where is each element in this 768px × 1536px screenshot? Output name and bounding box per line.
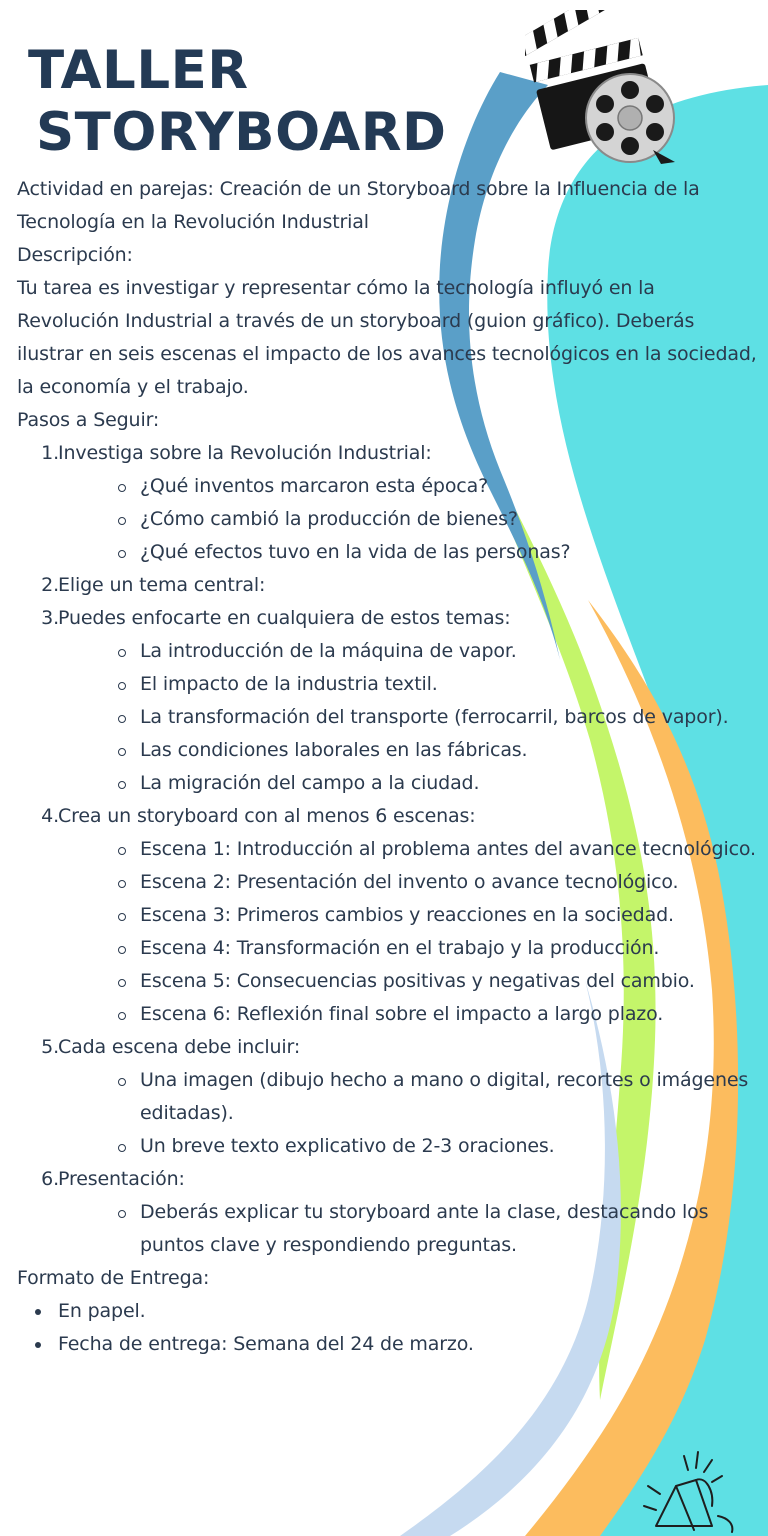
list-item: ¿Cómo cambió la producción de bienes?	[58, 503, 762, 536]
step-number: 1.	[41, 442, 59, 464]
step-item	[17, 1031, 762, 1163]
step-item	[17, 1163, 762, 1262]
step-number: 6.	[41, 1168, 59, 1190]
activity-heading: Actividad en parejas: Creación de un Storyboard sobre la Influencia de la Tecnología en la Revolución Industrial	[17, 178, 700, 233]
list-item: Escena 6: Reflexión final sobre el impacto a largo plazo.	[58, 998, 762, 1031]
list-item: Escena 3: Primeros cambios y reacciones en la sociedad.	[58, 899, 762, 932]
step-text: Puedes enfocarte en cualquiera de estos temas:	[58, 607, 511, 629]
document-body	[17, 173, 762, 1361]
step-subitems	[58, 635, 762, 800]
list-item: La transformación del transporte (ferrocarril, barcos de vapor).	[58, 701, 762, 734]
step-subitems	[58, 833, 762, 1031]
step-text: Investiga sobre la Revolución Industrial:	[58, 442, 432, 464]
title-line-1: TALLER	[28, 40, 249, 101]
steps-heading: Pasos a Seguir:	[17, 409, 160, 431]
step-number: 3.	[41, 607, 59, 629]
step-item	[17, 569, 762, 602]
list-item: Escena 2: Presentación del invento o avance tecnológico.	[58, 866, 762, 899]
list-item: ¿Qué inventos marcaron esta época?	[58, 470, 762, 503]
list-item: En papel.	[17, 1295, 762, 1328]
step-number: 2.	[41, 574, 59, 596]
list-item: Las condiciones laborales en las fábricas.	[58, 734, 762, 767]
list-item: La migración del campo a la ciudad.	[58, 767, 762, 800]
page-title	[28, 40, 447, 164]
step-subitems	[58, 1196, 762, 1262]
step-item	[17, 602, 762, 800]
film-clapperboard-icon	[525, 10, 685, 170]
list-item: La introducción de la máquina de vapor.	[58, 635, 762, 668]
list-item: Fecha de entrega: Semana del 24 de marzo.	[17, 1328, 762, 1361]
step-text: Crea un storyboard con al menos 6 escenas:	[58, 805, 476, 827]
description-label: Descripción:	[17, 244, 133, 266]
step-subitems	[58, 1064, 762, 1163]
delivery-heading: Formato de Entrega:	[17, 1267, 210, 1289]
list-item: Escena 1: Introducción al problema antes del avance tecnológico.	[58, 833, 762, 866]
title-line-2: STORYBOARD	[36, 102, 447, 163]
list-item: Un breve texto explicativo de 2-3 oraciones.	[58, 1130, 762, 1163]
step-item	[17, 437, 762, 569]
step-item	[17, 800, 762, 1031]
step-subitems	[58, 470, 762, 569]
step-text: Elige un tema central:	[58, 574, 266, 596]
list-item: El impacto de la industria textil.	[58, 668, 762, 701]
megaphone-icon	[636, 1446, 746, 1536]
list-item: Escena 5: Consecuencias positivas y negativas del cambio.	[58, 965, 762, 998]
list-item: ¿Qué efectos tuvo en la vida de las personas?	[58, 536, 762, 569]
list-item: Escena 4: Transformación en el trabajo y la producción.	[58, 932, 762, 965]
step-number: 4.	[41, 805, 59, 827]
step-number: 5.	[41, 1036, 59, 1058]
list-item: Deberás explicar tu storyboard ante la clase, destacando los puntos clave y respondiendo preguntas.	[58, 1196, 762, 1262]
description-text: Tu tarea es investigar y representar cómo la tecnología influyó en la Revolución Industrial a través de un storyboard (guion gráfico). Deberás ilustrar en seis escenas el impacto de los avances tecnológicos en la sociedad, la economía y el trabajo.	[17, 277, 757, 398]
step-text: Presentación:	[58, 1168, 185, 1190]
steps-list	[17, 437, 762, 1262]
step-text: Cada escena debe incluir:	[58, 1036, 301, 1058]
delivery-list	[17, 1295, 762, 1361]
list-item: Una imagen (dibujo hecho a mano o digital, recortes o imágenes editadas).	[58, 1064, 762, 1130]
